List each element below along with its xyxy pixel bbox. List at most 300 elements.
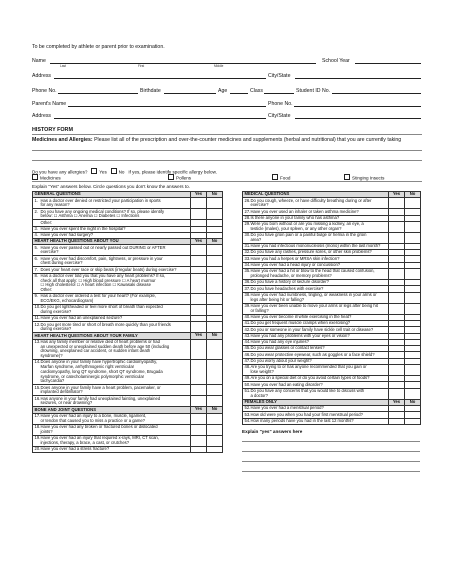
question-row bbox=[243, 221, 421, 232]
question-row bbox=[243, 269, 421, 280]
question-number: 11. bbox=[34, 315, 41, 321]
question-number: 19. bbox=[34, 435, 41, 440]
explain-line[interactable] bbox=[242, 451, 420, 452]
no-column-header: No bbox=[405, 399, 421, 405]
question-line: testicle (males), your spleen, or any other organ? bbox=[250, 225, 342, 231]
question-line: prolonged headache, or memory problems? bbox=[250, 273, 332, 279]
question-number: 16. bbox=[34, 395, 41, 401]
explain-header: Explain "Yes" answers below. Circle questions you don't know the answers to. bbox=[32, 184, 190, 189]
city-state-field[interactable] bbox=[295, 78, 421, 79]
yes-column-header: Yes bbox=[191, 239, 207, 245]
allergies-yes-label: Yes bbox=[99, 169, 107, 175]
question-row bbox=[243, 292, 421, 303]
question-number: 42. bbox=[244, 326, 251, 332]
address-field[interactable] bbox=[54, 78, 266, 79]
question-line: Have you had any eye injuries? bbox=[250, 339, 309, 345]
question-line: injections, therapy, a brace, a cast, or crutches? bbox=[40, 439, 130, 445]
question-number: 50. bbox=[244, 381, 251, 387]
question-line: Is there anyone in your family who has asthma? bbox=[250, 215, 340, 220]
question-line: Have you ever spent the night in the hospital? bbox=[40, 226, 126, 231]
question-text bbox=[243, 198, 389, 209]
question-line: Do you have any ongoing medical conditions? If so, please identify bbox=[40, 208, 165, 214]
question-line: Have you ever had an eating disorder? bbox=[250, 381, 323, 387]
question-row bbox=[33, 385, 223, 396]
question-number: 17. bbox=[34, 413, 41, 418]
question-line: Marfan syndrome, arrhythmogenic right ventricular bbox=[40, 364, 135, 370]
question-number: 27. bbox=[244, 208, 251, 214]
question-text bbox=[243, 418, 389, 424]
question-line: Does anyone in your family have hypertrophic cardiomyopathy, bbox=[40, 359, 158, 365]
birthdate-label: Birthdate bbox=[140, 88, 161, 94]
question-line: Are you trying to or has anyone recommended that you gain or bbox=[250, 364, 367, 370]
medicines-label: Medicines and Allergies: bbox=[32, 137, 93, 143]
question-text bbox=[33, 435, 191, 446]
question-line: Has a doctor ever denied or restricted your participation in sports bbox=[40, 197, 161, 203]
question-number: 7. bbox=[34, 266, 38, 272]
question-line: seizures, or near drowning? bbox=[40, 400, 93, 406]
question-number: 44. bbox=[244, 339, 251, 345]
question-row bbox=[243, 418, 421, 424]
right-questions-table bbox=[242, 191, 421, 425]
question-number: 26. bbox=[244, 197, 251, 203]
question-number: 35. bbox=[244, 268, 251, 274]
question-line: Have you ever passed out or nearly passed out DURING or AFTER bbox=[40, 244, 166, 250]
question-line: Have you ever had numbness, tingling, or weakness in your arms or bbox=[250, 292, 377, 297]
no-answer-cell[interactable] bbox=[207, 339, 223, 359]
yes-answer-cell[interactable] bbox=[191, 339, 207, 359]
question-number: 40. bbox=[244, 314, 251, 319]
question-number: 37. bbox=[244, 285, 251, 291]
parents-name-field[interactable] bbox=[68, 106, 266, 107]
yes-answer-cell[interactable] bbox=[191, 198, 207, 209]
no-answer-cell[interactable] bbox=[405, 221, 421, 232]
question-number: 2. bbox=[34, 208, 38, 214]
question-text bbox=[243, 221, 389, 232]
question-line: implanted defibrillator? bbox=[40, 389, 83, 395]
section-title: BONE AND JOINT QUESTIONS bbox=[33, 407, 191, 413]
yes-column-header: Yes bbox=[191, 407, 207, 413]
address-label: Address bbox=[32, 73, 52, 79]
question-number: 54. bbox=[244, 418, 251, 423]
question-number: 14. bbox=[34, 359, 41, 365]
question-line: Have you ever had an injury to a bone, muscle, ligament, bbox=[40, 413, 147, 418]
question-number: 30. bbox=[244, 232, 251, 238]
question-number: 3. bbox=[34, 226, 38, 231]
question-row bbox=[33, 413, 223, 424]
question-number: 8. bbox=[34, 273, 38, 279]
question-line: Do you have headaches with exercise? bbox=[250, 285, 324, 291]
question-text bbox=[243, 376, 389, 382]
stinging-insects-checkbox[interactable] bbox=[344, 174, 350, 180]
question-row bbox=[33, 446, 223, 452]
yes-answer-cell[interactable] bbox=[191, 273, 207, 293]
explain-line[interactable] bbox=[242, 471, 420, 472]
no-answer-cell[interactable] bbox=[207, 305, 223, 316]
question-line: tachycardia? bbox=[40, 378, 65, 384]
age-label: Age bbox=[218, 88, 228, 94]
section-title: HEART HEALTH QUESTIONS ABOUT YOU bbox=[33, 239, 191, 245]
question-line: Are you on a special diet or do you avoid certain types of foods? bbox=[250, 375, 370, 381]
phone-field[interactable] bbox=[58, 93, 138, 94]
question-text bbox=[243, 365, 389, 376]
question-line: Do you wear glasses or contact lenses? bbox=[250, 345, 325, 351]
city-state2-field[interactable] bbox=[295, 118, 421, 119]
question-text bbox=[33, 424, 191, 435]
question-line: Do you get frequent muscle cramps when exercising? bbox=[250, 320, 351, 326]
question-line: How many periods have you had in the last 12 months? bbox=[250, 418, 354, 423]
birthdate-field[interactable] bbox=[164, 93, 216, 94]
question-line: Have you ever been unable to move your arms or legs after being hit bbox=[250, 303, 378, 308]
medicines-line-2[interactable] bbox=[32, 160, 422, 161]
question-text bbox=[33, 245, 191, 256]
question-line: syndrome)? bbox=[40, 353, 63, 359]
question-line: Have you ever had a head injury or concussion? bbox=[250, 262, 341, 268]
yes-answer-cell[interactable] bbox=[191, 435, 207, 446]
question-number: 29. bbox=[244, 221, 251, 227]
phone-label: Phone No. bbox=[32, 88, 57, 94]
question-number: 13. bbox=[34, 339, 41, 345]
no-answer-cell[interactable] bbox=[405, 303, 421, 314]
question-line: Has any family member or relative died of heart problems or had bbox=[40, 339, 160, 345]
question-row bbox=[33, 339, 223, 359]
no-answer-cell[interactable] bbox=[207, 424, 223, 435]
no-answer-cell[interactable] bbox=[405, 292, 421, 303]
question-number: 43. bbox=[244, 333, 251, 338]
yes-answer-cell[interactable] bbox=[191, 446, 207, 452]
yes-column-header: Yes bbox=[191, 333, 207, 339]
question-line: Have you ever had discomfort, pain, tightness, or pressure in your bbox=[40, 255, 163, 261]
medicines-line-1[interactable] bbox=[32, 150, 422, 151]
explain-yes-label: Explain "yes" answers here bbox=[242, 429, 303, 434]
question-line: Have you ever had a stress fracture? bbox=[40, 446, 110, 451]
middle-sublabel: Middle bbox=[214, 64, 224, 68]
no-answer-cell[interactable] bbox=[405, 232, 421, 243]
parent-phone-label: Phone No. bbox=[268, 101, 293, 107]
no-answer-cell[interactable] bbox=[405, 198, 421, 209]
question-text bbox=[33, 273, 191, 293]
question-line: Do you have groin pain or a painful bulge or hernia in the groin bbox=[250, 232, 367, 238]
yes-column-header: Yes bbox=[389, 192, 405, 198]
question-row bbox=[243, 198, 421, 209]
question-line: Do you worry about your weight? bbox=[250, 358, 312, 364]
question-line: Has a doctor ever ordered a test for your heart? (For example, bbox=[40, 293, 156, 299]
question-line: exercise? bbox=[250, 202, 269, 208]
no-answer-cell[interactable] bbox=[207, 198, 223, 209]
question-line: ECG/EKG, echocardiogram) bbox=[40, 298, 94, 304]
no-answer-cell[interactable] bbox=[405, 388, 421, 399]
question-number: 51. bbox=[244, 388, 251, 393]
question-number: 20. bbox=[34, 446, 41, 451]
question-number: 45. bbox=[244, 345, 251, 351]
question-line: Have you ever used an inhaler or taken asthma medicine? bbox=[250, 208, 359, 214]
question-number: 33. bbox=[244, 255, 251, 261]
question-row bbox=[33, 322, 223, 333]
question-number: 34. bbox=[244, 262, 251, 268]
question-number: 28. bbox=[244, 215, 251, 220]
question-number: 39. bbox=[244, 303, 251, 308]
question-line: Other: bbox=[40, 287, 53, 293]
no-answer-cell[interactable] bbox=[207, 294, 223, 305]
yes-answer-cell[interactable] bbox=[191, 396, 207, 407]
question-line: Do you have any concerns that you would like to discuss with bbox=[250, 388, 365, 393]
yes-answer-cell[interactable] bbox=[389, 303, 405, 314]
no-column-header: No bbox=[207, 333, 223, 339]
question-line: Do you wear protective eyewear, such as goggles or a face shield? bbox=[250, 351, 375, 357]
city-state2-label: City/State bbox=[268, 113, 291, 119]
question-number: 48. bbox=[244, 364, 251, 370]
question-text bbox=[33, 294, 191, 305]
no-answer-cell[interactable] bbox=[207, 273, 223, 293]
question-line: or tendon that caused you to miss a practice or a game? bbox=[40, 417, 146, 423]
no-answer-cell[interactable] bbox=[207, 360, 223, 385]
question-text bbox=[33, 385, 191, 396]
age-field[interactable] bbox=[230, 93, 248, 94]
question-line: Have you ever become ill while exercising in the heat? bbox=[250, 314, 352, 319]
yes-answer-cell[interactable] bbox=[389, 221, 405, 232]
yes-answer-cell[interactable] bbox=[191, 385, 207, 396]
no-column-header: No bbox=[405, 192, 421, 198]
question-row bbox=[33, 305, 223, 316]
question-text bbox=[243, 243, 389, 249]
question-line: How old were you when you had your first menstrual period? bbox=[250, 411, 363, 417]
question-text bbox=[243, 269, 389, 280]
question-line: Does your heart ever race or skip beats (irregular beats) during exercise? bbox=[40, 266, 177, 272]
question-text bbox=[243, 232, 389, 243]
question-number: 36. bbox=[244, 279, 251, 285]
question-number: 12. bbox=[34, 321, 41, 327]
last-sublabel: Last bbox=[60, 64, 67, 68]
yes-answer-cell[interactable] bbox=[389, 418, 405, 424]
yes-answer-cell[interactable] bbox=[191, 424, 207, 435]
question-row bbox=[243, 232, 421, 243]
question-line: Have you had any problems with your eyes or vision? bbox=[250, 333, 350, 338]
question-line: chest during exercise? bbox=[40, 260, 83, 266]
question-line: area? bbox=[250, 236, 262, 242]
parent-phone-field[interactable] bbox=[294, 106, 421, 107]
yes-column-header: Yes bbox=[389, 399, 405, 405]
question-line: for any reason? bbox=[40, 202, 70, 208]
yes-answer-cell[interactable] bbox=[389, 198, 405, 209]
question-text bbox=[33, 322, 191, 333]
city-state-label: City/State bbox=[268, 73, 291, 79]
question-number: 18. bbox=[34, 424, 41, 429]
section-title: FEMALES ONLY bbox=[243, 399, 389, 405]
history-form-title: HISTORY FORM bbox=[32, 127, 73, 133]
yes-answer-cell[interactable] bbox=[191, 245, 207, 256]
parents-name-label: Parent's Name bbox=[32, 101, 67, 107]
question-line: Do you get lightheaded or feel more short of breath than expected bbox=[40, 304, 163, 310]
name-label: Name bbox=[32, 58, 46, 64]
question-line: Does anyone in your family have a heart problem, pacemaker, or bbox=[40, 384, 161, 390]
question-row bbox=[243, 365, 421, 376]
no-answer-cell[interactable] bbox=[207, 435, 223, 446]
question-line: Have you had a herpes or MRSA skin infection? bbox=[250, 255, 340, 261]
allergy-medicines-label: Medicines bbox=[40, 175, 61, 181]
question-text bbox=[33, 209, 191, 220]
question-line: legs after being hit or falling? bbox=[250, 296, 305, 302]
no-answer-cell[interactable] bbox=[207, 413, 223, 424]
yes-answer-cell[interactable] bbox=[191, 360, 207, 385]
question-number: 4. bbox=[34, 232, 38, 238]
allergies-no-checkbox[interactable] bbox=[111, 168, 117, 174]
no-answer-cell[interactable] bbox=[207, 245, 223, 256]
section-title: HEART HEALTH QUESTIONS ABOUT YOUR FAMILY bbox=[33, 333, 191, 339]
question-text bbox=[243, 303, 389, 314]
first-sublabel: First bbox=[138, 64, 145, 68]
question-line: Do you have a history of seizure disorder? bbox=[250, 279, 329, 285]
school-year-label: School Year bbox=[322, 58, 350, 64]
question-line: Do you or someone in your family have sickle cell trait or disease? bbox=[250, 326, 374, 332]
question-line: Have you ever had an unexplained seizure? bbox=[40, 315, 123, 321]
allergies-no-label: No bbox=[118, 169, 125, 175]
question-number: 15. bbox=[34, 384, 41, 390]
yes-answer-cell[interactable] bbox=[389, 232, 405, 243]
class-label: Class bbox=[250, 88, 263, 94]
question-row bbox=[33, 198, 223, 209]
question-row bbox=[33, 294, 223, 305]
question-line: below: ☐ Asthma ☐ Anemia ☐ Diabetes ☐ Infections bbox=[40, 213, 140, 219]
question-text bbox=[243, 388, 389, 399]
question-row bbox=[33, 396, 223, 407]
yes-answer-cell[interactable] bbox=[389, 292, 405, 303]
question-text bbox=[33, 198, 191, 209]
yes-answer-cell[interactable] bbox=[191, 322, 207, 333]
question-number: 32. bbox=[244, 249, 251, 255]
yes-column-header: Yes bbox=[191, 192, 207, 198]
explain-line[interactable] bbox=[242, 461, 420, 462]
question-text bbox=[33, 305, 191, 316]
question-number: 38. bbox=[244, 292, 251, 297]
yes-answer-cell[interactable] bbox=[191, 294, 207, 305]
question-line: exercise? bbox=[40, 249, 59, 255]
no-answer-cell[interactable] bbox=[207, 396, 223, 407]
question-line: Do you get more tired or short of breath more quickly than your friends bbox=[40, 321, 171, 327]
allergies-yes-checkbox[interactable] bbox=[91, 168, 97, 174]
no-answer-cell[interactable] bbox=[207, 446, 223, 452]
no-answer-cell[interactable] bbox=[207, 322, 223, 333]
no-answer-cell[interactable] bbox=[207, 256, 223, 267]
left-questions-table bbox=[32, 191, 223, 453]
student-id-field[interactable] bbox=[332, 93, 421, 94]
question-line: during exercise? bbox=[40, 309, 72, 315]
question-line: Has a doctor ever told you that you have any heart problems? If so, bbox=[40, 273, 166, 279]
question-line: joints? bbox=[40, 428, 53, 434]
student-id-label: Student ID No. bbox=[296, 88, 331, 94]
question-line: ☐ High cholesterol ☐ A heart infection ☐ Kawasaki disease bbox=[40, 282, 151, 288]
yes-answer-cell[interactable] bbox=[191, 413, 207, 424]
question-row bbox=[33, 209, 223, 220]
yes-answer-cell[interactable] bbox=[389, 269, 405, 280]
yes-answer-cell[interactable] bbox=[191, 256, 207, 267]
question-line: lose weight? bbox=[250, 369, 274, 375]
question-line: Do you cough, wheeze, or have difficulty breathing during or after bbox=[250, 197, 372, 203]
no-column-header: No bbox=[207, 239, 223, 245]
question-row bbox=[33, 435, 223, 446]
question-number: 5. bbox=[34, 244, 38, 250]
intro-text: To be completed by athlete or parent prior to examination. bbox=[32, 44, 165, 50]
question-number: 31. bbox=[244, 243, 251, 249]
no-answer-cell[interactable] bbox=[405, 418, 421, 424]
question-row bbox=[33, 424, 223, 435]
question-number: 49. bbox=[244, 375, 251, 381]
allergy-food-label: Food bbox=[280, 175, 291, 181]
question-line: Have you had infectious mononucleosis (mono) within the last month? bbox=[250, 243, 381, 249]
question-number: 9. bbox=[34, 293, 38, 299]
question-line: cardiomyopathy, long QT syndrome, short QT syndrome, Brugada bbox=[40, 368, 163, 374]
section-title: GENERAL QUESTIONS bbox=[33, 192, 191, 198]
question-line: a doctor? bbox=[250, 392, 268, 398]
allergy-stinging-label: Stinging Insects bbox=[352, 175, 385, 181]
question-line: Do you have any rashes, pressure sores, or other skin problems? bbox=[250, 249, 372, 255]
divider bbox=[32, 134, 422, 135]
question-line: or falling? bbox=[250, 307, 269, 313]
question-line: Were you born without or are you missing a kidney, an eye, a bbox=[250, 221, 364, 227]
question-number: 53. bbox=[244, 411, 251, 417]
address2-field[interactable] bbox=[54, 118, 266, 119]
question-line: syndrome, or catecholaminergic polymorphic ventricular bbox=[40, 373, 145, 379]
question-number: 10. bbox=[34, 304, 41, 310]
yes-answer-cell[interactable] bbox=[191, 305, 207, 316]
question-number: 1. bbox=[34, 197, 38, 203]
question-text bbox=[33, 339, 191, 359]
yes-answer-cell[interactable] bbox=[389, 365, 405, 376]
question-text bbox=[33, 413, 191, 424]
no-answer-cell[interactable] bbox=[207, 385, 223, 396]
question-number: 47. bbox=[244, 358, 251, 364]
question-text bbox=[33, 256, 191, 267]
question-number: 6. bbox=[34, 255, 38, 261]
question-text bbox=[243, 292, 389, 303]
yes-answer-cell[interactable] bbox=[191, 209, 207, 220]
medicines-text: Please list all of the prescription and over-the-counter medicines and supplements (herbal and nutritional) that you are currently taking bbox=[94, 137, 402, 143]
class-field[interactable] bbox=[264, 93, 294, 94]
no-answer-cell[interactable] bbox=[207, 209, 223, 220]
medicines-line bbox=[32, 137, 401, 143]
medicines-checkbox[interactable] bbox=[32, 174, 38, 180]
address2-label: Address bbox=[32, 113, 52, 119]
name-field[interactable] bbox=[50, 63, 316, 64]
question-number: 41. bbox=[244, 320, 251, 326]
question-row bbox=[243, 303, 421, 314]
school-year-field[interactable] bbox=[355, 63, 421, 64]
question-line: Have you ever had a menstrual period? bbox=[250, 405, 324, 411]
question-line: Have you ever had an injury that required x-rays, MRI, CT scan, bbox=[40, 435, 159, 440]
question-line: drowning, unexplained car accident, or sudden infant death bbox=[40, 348, 151, 354]
question-line: Other: bbox=[40, 219, 53, 225]
question-row bbox=[33, 273, 223, 293]
section-title: MEDICAL QUESTIONS bbox=[243, 192, 389, 198]
no-answer-cell[interactable] bbox=[405, 365, 421, 376]
allergy-pollens-label: Pollens bbox=[176, 175, 192, 181]
question-line: Has anyone in your family had unexplained fainting, unexplained bbox=[40, 395, 161, 401]
question-row bbox=[243, 388, 421, 399]
question-line: an unexpected or unexplained sudden death before age 50 (including bbox=[40, 343, 170, 349]
question-number: 46. bbox=[244, 351, 251, 357]
question-text bbox=[33, 360, 191, 385]
question-number: 52. bbox=[244, 405, 251, 411]
question-line: during exercise? bbox=[40, 326, 72, 332]
pollens-checkbox[interactable] bbox=[168, 174, 174, 180]
yes-answer-cell[interactable] bbox=[389, 388, 405, 399]
food-checkbox[interactable] bbox=[272, 174, 278, 180]
allergies-question: Do you have any allergies? bbox=[32, 169, 88, 175]
divider bbox=[32, 181, 422, 182]
no-answer-cell[interactable] bbox=[405, 269, 421, 280]
no-column-header: No bbox=[207, 407, 223, 413]
question-row bbox=[33, 256, 223, 267]
explain-line[interactable] bbox=[242, 441, 420, 442]
question-text bbox=[33, 396, 191, 407]
